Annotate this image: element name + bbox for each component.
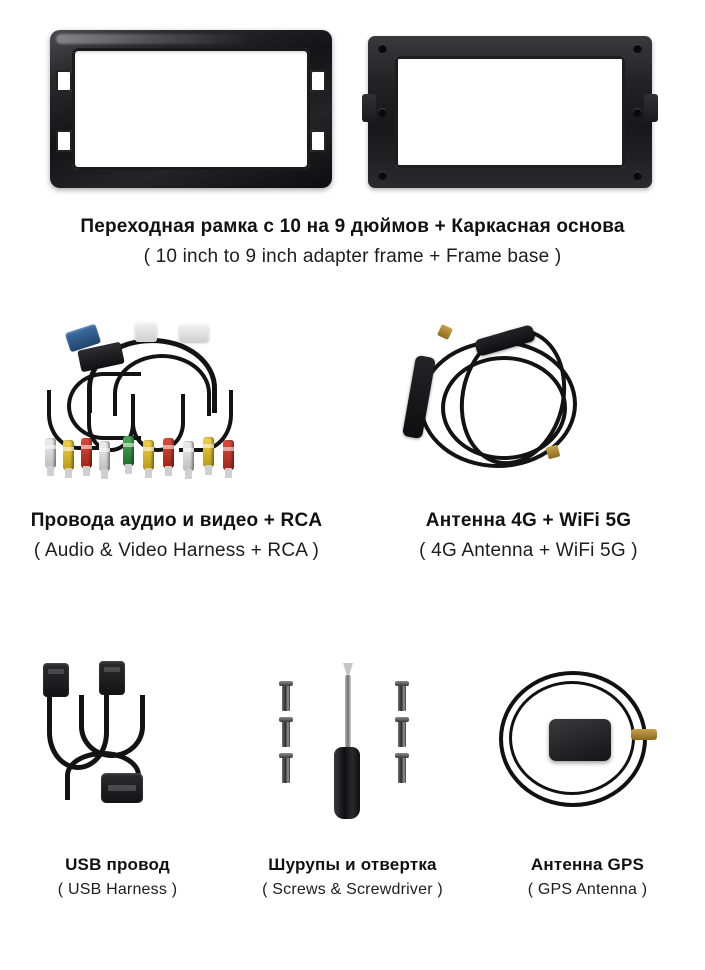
- rca-plug-yellow-2-icon: [143, 440, 154, 470]
- item-audio-video-harness: [1, 320, 353, 563]
- gps-caption-en: ( GPS Antenna ): [527, 881, 648, 899]
- item-4g-wifi-antenna: [353, 320, 705, 563]
- accessories-row: [0, 655, 705, 901]
- usb-plug-top-left-icon: [43, 663, 69, 697]
- white-connector-2-icon: [179, 324, 209, 342]
- frames-caption-en: ( 10 inch to 9 inch adapter frame + Frame base ): [143, 245, 562, 267]
- sma-connector-1-icon: [437, 324, 453, 340]
- gps-antenna-icon: [483, 655, 693, 840]
- section-frames: [0, 0, 705, 300]
- section-accessories: [0, 655, 705, 955]
- usb-plug-top-right-icon: [99, 661, 125, 695]
- antenna-caption-ru: Антенна 4G + WiFi 5G: [425, 510, 632, 531]
- usb-caption-ru: USB провод: [65, 855, 170, 874]
- usb-caption-en: ( USB Harness ): [57, 881, 178, 899]
- rca-plug-yellow-3-icon: [203, 437, 214, 467]
- item-gps-antenna: [470, 655, 705, 901]
- screws-caption-ru: Шурупы и отвертка: [268, 855, 437, 874]
- usb-socket-icon: [101, 773, 143, 803]
- rca-plug-white-icon: [45, 438, 56, 468]
- screws-caption-en: ( Screws & Screwdriver ): [262, 881, 443, 899]
- 4g-wifi-antenna-icon: [379, 320, 679, 495]
- harness-captions: [1, 509, 353, 563]
- rca-plug-yellow-icon: [63, 440, 74, 470]
- audio-video-harness-rca-icon: [27, 320, 327, 495]
- frames-caption-ru: Переходная рамка с 10 на 9 дюймов + Каркасная основа: [80, 216, 625, 237]
- item-usb-harness: [0, 655, 235, 901]
- white-connector-icon: [135, 322, 157, 342]
- harness-caption-en: ( Audio & Video Harness + RCA ): [33, 539, 320, 561]
- gps-captions: [470, 854, 705, 901]
- antenna-caption-en: ( 4G Antenna + WiFi 5G ): [419, 539, 638, 561]
- item-screws-screwdriver: [235, 655, 470, 901]
- rca-plug-white-2-icon: [99, 441, 110, 471]
- rca-plug-red-3-icon: [223, 440, 234, 470]
- rca-plug-green-icon: [123, 436, 134, 466]
- rca-plug-red-2-icon: [163, 438, 174, 468]
- gps-caption-ru: Антенна GPS: [530, 855, 645, 874]
- frames-captions: [0, 215, 705, 269]
- section-harness-antenna: [0, 320, 705, 610]
- frame-base-icon: [368, 36, 652, 188]
- screws-captions: [235, 854, 470, 901]
- screws-screwdriver-icon: [248, 655, 458, 840]
- rca-plug-white-3-icon: [183, 441, 194, 471]
- harness-antenna-row: [0, 320, 705, 563]
- usb-captions: [0, 854, 235, 901]
- frames-artwork: [0, 0, 705, 185]
- harness-caption-ru: Провода аудио и видео + RCA: [30, 510, 323, 531]
- sma-connector-2-icon: [545, 445, 560, 460]
- adapter-frame-glossy-icon: [50, 30, 332, 188]
- antenna-captions: [353, 509, 705, 563]
- rca-plug-red-icon: [81, 438, 92, 468]
- usb-harness-icon: [13, 655, 223, 840]
- gps-sma-connector-icon: [631, 729, 657, 740]
